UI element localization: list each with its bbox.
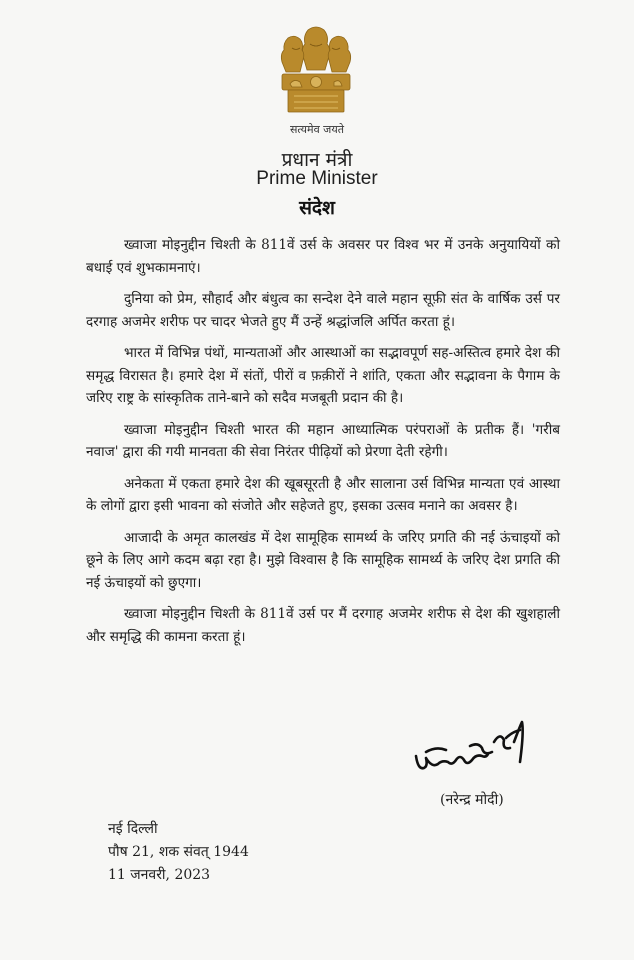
paragraph: भारत में विभिन्न पंथों, मान्यताओं और आस्थाओं का सद्भावपूर्ण सह-अस्तित्व हमारे देश की समृद्ध विरासत है। हमारे देश में संतों, पीरों व फ़क़ीरों ने शांति, एकता और सद्भावना के पैगाम के जरिए राष्ट्र के सांस्कृतिक ताने-बाने को सदैव मजबूती प्रदान की है।: [86, 345, 560, 406]
signature-image: [410, 712, 538, 784]
designation-hindi: प्रधान मंत्री: [281, 149, 353, 171]
place: नई दिल्ली: [108, 821, 158, 837]
paragraph: आजादी के अमृत कालखंड में देश सामूहिक सामर्थ्य के जरिए प्रगति की नई ऊंचाइयों को छूने के लिए आगे कदम बढ़ा रहा है। मुझे विश्वास है कि सामूहिक सामर्थ्य के जरिए देश प्रगति की नई ऊंचाइयों को छुएगा।: [86, 529, 560, 591]
message-heading: संदेश: [299, 197, 335, 219]
paragraph: ख्वाजा मोइनुद्दीन चिश्ती के 811वें उर्स के अवसर पर विश्व भर में उनके अनुयायियों को बधाई एवं शुभकामनाएं।: [86, 237, 560, 276]
paragraph: दुनिया को प्रेम, सौहार्द और बंधुत्व का सन्देश देने वाले महान सूफ़ी संत के वार्षिक उर्स पर दरगाह अजमेर शरीफ पर चादर भेजते हुए मैं उन्हें श्रद्धांजलि अर्पित करता हूं।: [86, 291, 560, 330]
place-and-date: [108, 818, 249, 887]
national-emblem-icon: [270, 22, 362, 124]
gregorian-date: 11 जनवरी, 2023: [108, 867, 211, 883]
paragraph: ख्वाजा मोइनुद्दीन चिश्ती के 811वें उर्स पर मैं दरगाह अजमेर शरीफ से देश की खुशहाली और समृद्धि की कामना करता हूं।: [86, 606, 560, 645]
national-motto: सत्यमेव जयते: [289, 123, 344, 136]
designation-english: Prime Minister: [256, 168, 378, 189]
paragraph: अनेकता में एकता हमारे देश की खूबसूरती है और सालाना उर्स विभिन्न मान्यता एवं आस्था के लोगों द्वारा इसी भावना को संजोते और सहेजते हुए, इसका उत्सव मनाने का अवसर है।: [86, 475, 560, 514]
message-body: [86, 234, 560, 657]
signatory-name: (नरेन्द्र मोदी): [440, 792, 504, 808]
paragraph: ख्वाजा मोइनुद्दीन चिश्ती भारत की महान आध्यात्मिक परंपराओं के प्रतीक हैं। 'गरीब नवाज' द्वारा की गयी मानवता की सेवा निरंतर पीढ़ियों को प्रेरणा देती रहेगी।: [86, 421, 560, 460]
saka-date: पौष 21, शक संवत् 1944: [108, 844, 249, 860]
